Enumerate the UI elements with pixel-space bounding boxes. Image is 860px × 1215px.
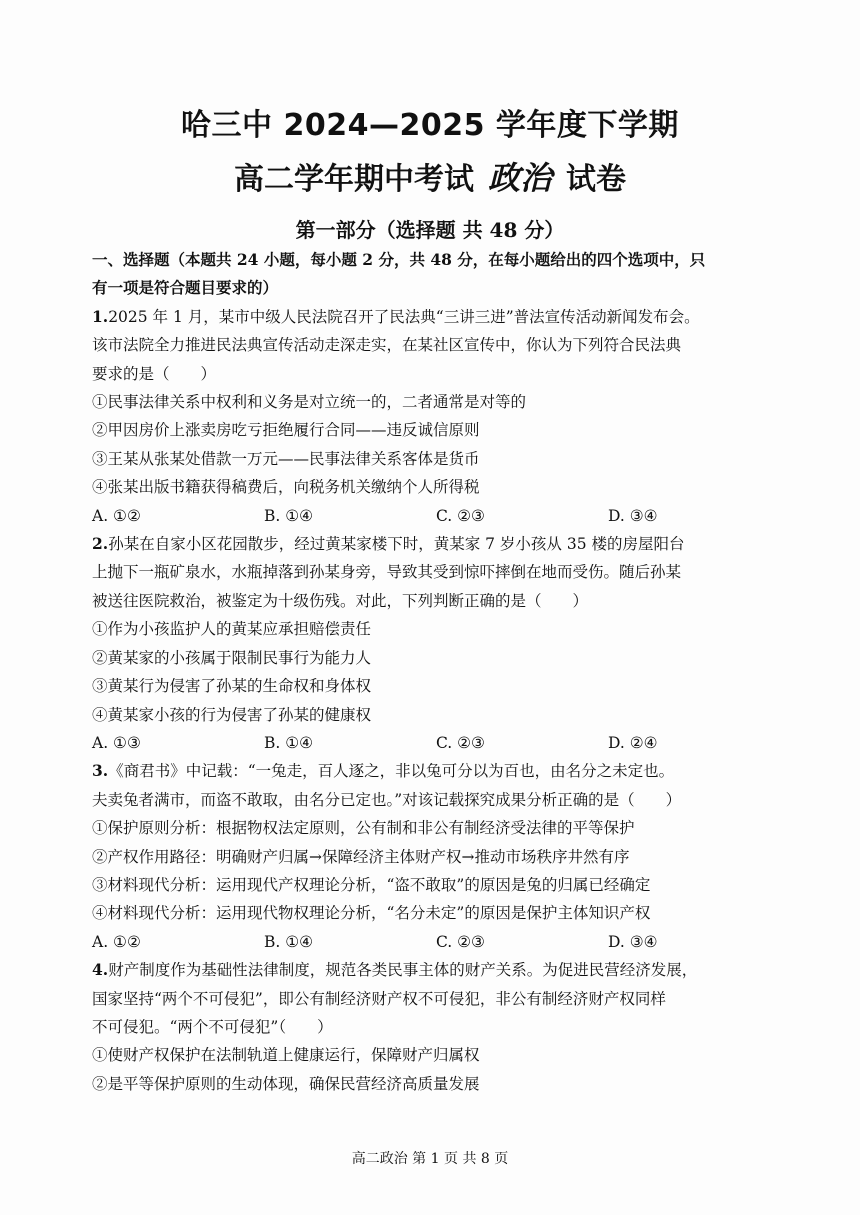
section-header-line1: 一、选择题（本题共 24 小题，每小题 2 分，共 48 分，在每小题给出的四个选项中，只 — [92, 250, 706, 269]
option-d: D. ②④ — [608, 733, 658, 752]
question-stem-line: 该市法院全力推进民法典宣传活动走深走实，在某社区宣传中，你认为下列符合民法典 — [92, 336, 682, 355]
option-b: B. ①④ — [264, 506, 314, 525]
option-c: C. ②③ — [436, 506, 485, 525]
question-stem-text: 孙某在自家小区花园散步，经过黄某家楼下时，黄某家 7 岁小孩从 35 楼的房屋阳台 — [108, 535, 685, 554]
question-stem-line — [92, 530, 782, 558]
question-stem-text: 2025 年 1 月，某市中级人民法院召开了民法典“三讲三进”普法宣传活动新闻发布会。 — [108, 307, 700, 326]
question-stem-line: 要求的是（ ） — [92, 364, 217, 383]
question-stem-line — [92, 303, 782, 331]
question-number: 4. — [92, 960, 109, 980]
question-stem-line: 夫卖兔者满市，而盗不敢取，由名分已定也。”对该记载探究成果分析正确的是（ ） — [92, 790, 682, 809]
question-number: 1. — [92, 306, 109, 326]
answer-options — [92, 928, 782, 956]
question-stem-line — [92, 956, 782, 984]
option-a: A. ①② — [92, 932, 141, 951]
statement: ②是平等保护原则的生动体现，确保民营经济高质量发展 — [92, 1074, 480, 1093]
section-header-line2: 有一项是符合题目要求的） — [92, 278, 279, 298]
option-a: A. ①③ — [92, 733, 141, 752]
question-stem-line: 国家坚持“两个不可侵犯”，即公有制经济财产权不可侵犯，非公有制经济财产权同样 — [92, 989, 666, 1008]
exam-title-suffix: 试卷 — [566, 162, 626, 197]
question-stem-text: 财产制度作为基础性法律制度，规范各类民事主体的财产关系。为促进民营经济发展， — [108, 961, 698, 980]
statement: ①民事法律关系中权利和义务是对立统一的，二者通常是对等的 — [92, 393, 527, 412]
option-a: A. ①② — [92, 506, 141, 525]
exam-title-prefix: 高二学年期中考试 — [233, 162, 474, 197]
question-stem-line: 不可侵犯。“两个不可侵犯”（ ） — [92, 1017, 333, 1036]
answer-options — [92, 729, 782, 757]
statement: ①使财产权保护在法制轨道上健康运行，保障财产归属权 — [92, 1046, 480, 1065]
statement: ③材料现代分析：运用现代产权理论分析，“盗不敢取”的原因是兔的归属已经确定 — [92, 875, 651, 894]
question-number: 3. — [92, 761, 109, 781]
question-stem-line: 上抛下一瓶矿泉水，水瓶掉落到孙某身旁，导致其受到惊吓摔倒在地而受伤。随后孙某 — [92, 563, 682, 582]
option-b: B. ①④ — [264, 733, 314, 752]
statement: ①保护原则分析：根据物权法定原则，公有制和非公有制经济受法律的平等保护 — [92, 819, 635, 838]
statement: ③王某从张某处借款一万元——民事法律关系客体是货币 — [92, 449, 480, 468]
page-footer: 高二政治 第 1 页 共 8 页 — [351, 1151, 509, 1167]
question-1 — [92, 303, 782, 530]
exam-title-line2 — [0, 153, 860, 199]
statement: ③黄某行为侵害了孙某的生命权和身体权 — [92, 677, 372, 696]
statement: ②甲因房价上涨卖房吃亏拒绝履行合同——违反诚信原则 — [92, 421, 480, 440]
statement: ④材料现代分析：运用现代物权理论分析，“名分未定”的原因是保护主体知识产权 — [92, 904, 651, 923]
statement: ④张某出版书籍获得稿费后，向税务机关缴纳个人所得税 — [92, 478, 480, 497]
question-stem-text: 《商君书》中记载：“一兔走，百人逐之，非以兔可分以为百也，由名分之未定也。 — [108, 762, 675, 781]
question-stem-line: 被送往医院救治，被鉴定为十级伤残。对此，下列判断正确的是（ ） — [92, 591, 589, 610]
question-2 — [92, 530, 782, 757]
exam-content — [92, 246, 782, 1098]
option-c: C. ②③ — [436, 932, 485, 951]
question-3 — [92, 757, 782, 956]
part-title: 第一部分（选择题 共 48 分） — [295, 218, 565, 242]
exam-subject: 政治 — [487, 159, 552, 197]
statement: ②黄某家的小孩属于限制民事行为能力人 — [92, 648, 372, 667]
statement: ②产权作用路径：明确财产归属→保障经济主体财产权→推动市场秩序井然有序 — [92, 847, 630, 866]
statement: ①作为小孩监护人的黄某应承担赔偿责任 — [92, 620, 372, 639]
option-d: D. ③④ — [608, 932, 658, 951]
statement: ④黄某家小孩的行为侵害了孙某的健康权 — [92, 705, 372, 724]
option-b: B. ①④ — [264, 932, 314, 951]
question-stem-line — [92, 757, 782, 785]
question-number: 2. — [92, 534, 109, 554]
exam-title-line1: 哈三中 2024—2025 学年度下学期 — [181, 108, 679, 143]
answer-options — [92, 502, 782, 530]
option-d: D. ③④ — [608, 506, 658, 525]
question-4 — [92, 956, 782, 1098]
option-c: C. ②③ — [436, 733, 485, 752]
